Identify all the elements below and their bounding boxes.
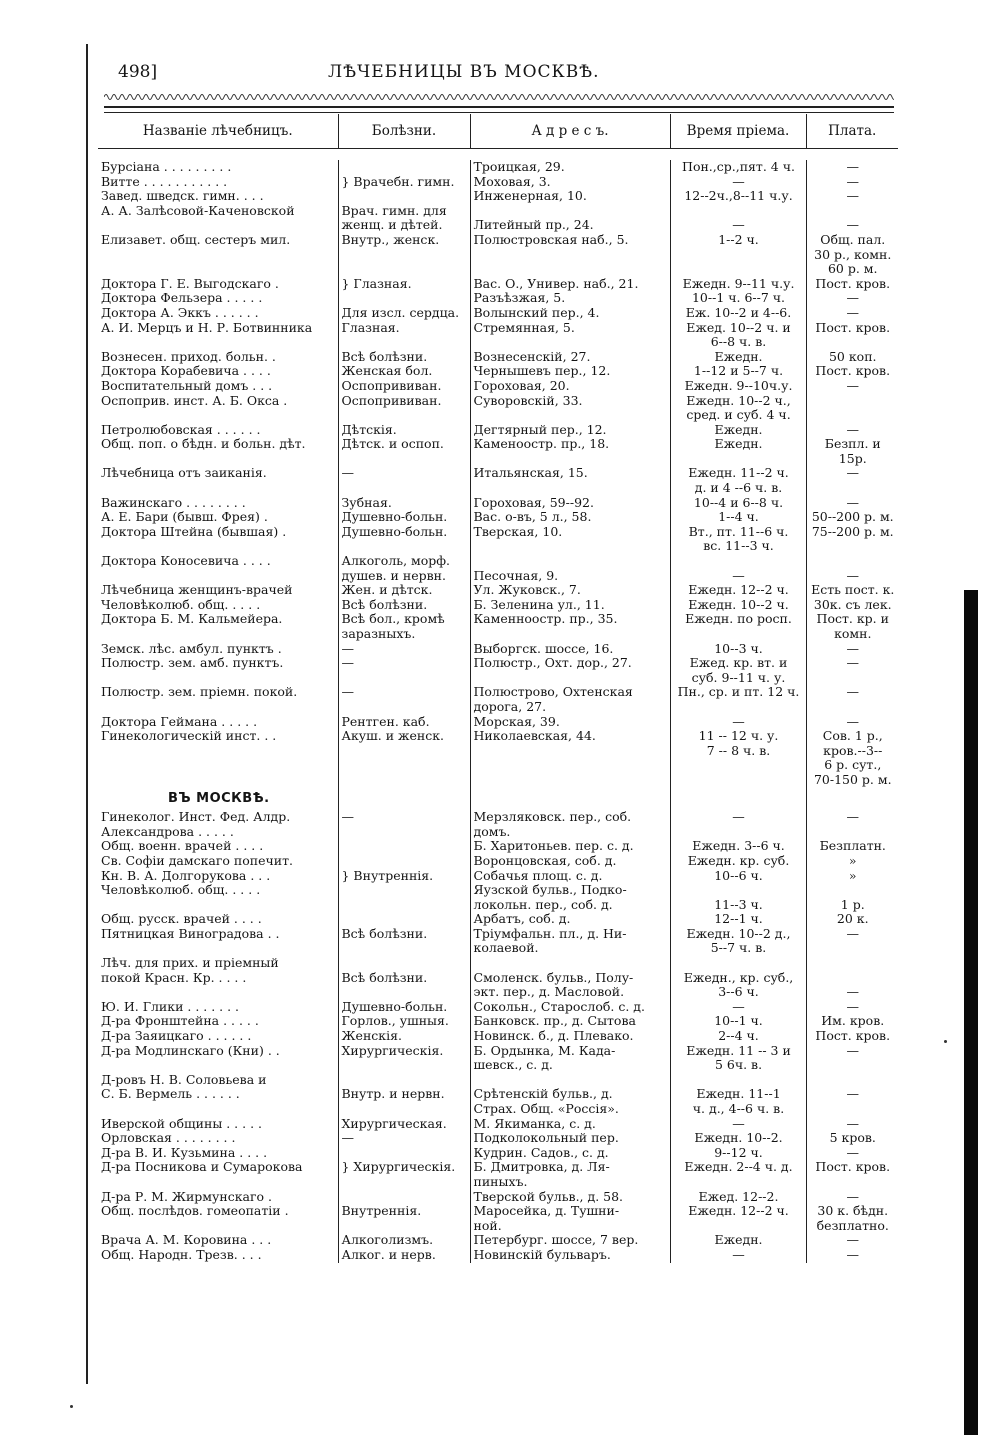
- table-row: [98, 466, 898, 495]
- reception-hours-cell: 9--12 ч. Ежедн. 2--4 ч. д.: [670, 1146, 806, 1190]
- disease-type-cell: Хирургическая.: [338, 1117, 470, 1132]
- reception-hours-cell: —: [670, 715, 806, 730]
- address-cell: Литейный пр., 24.: [470, 204, 670, 233]
- disease-type-cell: Внутреннія.: [338, 1204, 470, 1233]
- disease-type-cell: Горлов., ушныя.: [338, 1014, 470, 1029]
- fee-cell: —: [806, 810, 898, 839]
- empty-cell: [670, 788, 806, 811]
- table-row: [98, 510, 898, 525]
- table-row: [98, 1190, 898, 1205]
- address-cell: Ул. Жуковск., 7.: [470, 583, 670, 598]
- scan-speck: [944, 1040, 947, 1043]
- clinic-name-cell: А. И. Мерцъ и Н. Р. Ботвинника: [101, 320, 313, 335]
- clinic-name-cell: Иверской общины . . . . .: [101, 1116, 262, 1131]
- clinic-name-cell: Гинеколог. Инст. Фед. Алдр. Александрова . . . . .: [101, 810, 291, 839]
- table-row: [98, 306, 898, 321]
- disease-type-cell: Глазная.: [338, 321, 470, 350]
- disease-type-cell: Рентген. каб.: [338, 715, 470, 730]
- clinic-name-cell: Воспитательный домъ . . .: [101, 378, 273, 393]
- fee-cell: —: [806, 554, 898, 583]
- reception-hours-cell: Ежедн.: [670, 1233, 806, 1248]
- address-cell: Новинскій бульваръ.: [470, 1248, 670, 1263]
- fee-cell: 30к. съ лек.: [806, 598, 898, 613]
- reception-hours-cell: Ежедн. 11--1 ч. д., 4--6 ч. в.: [670, 1073, 806, 1117]
- clinic-name-cell: Д-ровъ Н. В. Соловьева и С. Б. Вермель . . . . . .: [101, 1072, 267, 1102]
- address-cell: Выборгск. шоссе, 16.: [470, 642, 670, 657]
- reception-hours-cell: 1--2 ч.: [670, 233, 806, 277]
- fee-cell: Безпл. и 15р.: [806, 437, 898, 466]
- table-row: [98, 394, 898, 423]
- reception-hours-cell: —: [670, 554, 806, 583]
- table-row: [98, 1014, 898, 1029]
- reception-hours-cell: —: [670, 1000, 806, 1015]
- clinic-name-cell: Доктора Б. М. Кальмейера.: [101, 612, 283, 627]
- disease-type-cell: Женскія.: [338, 1029, 470, 1044]
- fee-cell: Пост. кров.: [806, 1029, 898, 1044]
- reception-hours-cell: Ежедн. 11--2 ч. д. и 4 --6 ч. в.: [670, 466, 806, 495]
- empty-cell: [338, 788, 470, 811]
- fee-cell: Сов. 1 р., кров.--3-- 6 р. сут., 70-150 р. м.: [806, 729, 898, 787]
- clinic-name-cell: Общ. военн. врачей . . . . Св. Софіи дамскаго попечит. Кн. В. А. Долгорукова . . . Человѣколюб. общ. . . . . Общ. русск. врачей . . . .: [101, 839, 293, 927]
- address-cell: Банковск. пр., д. Сытова: [470, 1014, 670, 1029]
- clinic-name-cell: Человѣколюб. общ. . . . .: [101, 597, 261, 612]
- column-header-name: Названіе лѣчебницъ.: [98, 114, 338, 149]
- reception-hours-cell: Ежедн. по росп.: [670, 612, 806, 641]
- address-cell: Б. Харитоньев. пер. с. д. Воронцовская, соб. д. Собачья площ. с. д. Яузской бульв., Подко- локольн. пер., соб. д. Арбатъ, соб. д.: [470, 839, 670, 927]
- disease-type-cell: Оспопрививан.: [338, 379, 470, 394]
- clinic-name-cell: Лѣчебница отъ заиканія.: [101, 466, 267, 481]
- disease-type-cell: Дѣтск. и оспоп.: [338, 437, 470, 466]
- header-double-rule: [104, 106, 894, 113]
- fee-cell: —: [806, 1248, 898, 1263]
- running-header: [118, 62, 888, 88]
- fee-cell: —: [806, 956, 898, 1000]
- disease-type-cell: } Врачебн. гимн.: [338, 160, 470, 204]
- clinic-name-cell: Лѣч. для прих. и пріемный покой Красн. Кр. . . . .: [101, 956, 279, 985]
- fee-cell: Общ. пал. 30 р., комн. 60 р. м.: [806, 233, 898, 277]
- table-row: [98, 160, 898, 204]
- fee-cell: Пост. кров.: [806, 364, 898, 379]
- fee-cell: 50--200 р. м.: [806, 510, 898, 525]
- disease-type-cell: Для изсл. сердца.: [338, 306, 470, 321]
- clinic-name-cell: Доктора Штейна (бывшая) .: [101, 524, 287, 539]
- disease-type-cell: } Внутреннія.: [338, 839, 470, 927]
- address-cell: Морская, 39.: [470, 715, 670, 730]
- table-row: [98, 350, 898, 365]
- table-row: [98, 715, 898, 730]
- fee-cell: —: [806, 1117, 898, 1132]
- reception-hours-cell: 2--4 ч.: [670, 1029, 806, 1044]
- reception-hours-cell: Ежед. кр. вт. и суб. 9--11 ч. у.: [670, 656, 806, 685]
- disease-type-cell: Душевно-больн.: [338, 1000, 470, 1015]
- fee-cell: Пост. кров.: [806, 321, 898, 350]
- reception-hours-cell: Вт., пт. 11--6 ч. вс. 11--3 ч.: [670, 525, 806, 554]
- fee-cell: —: [806, 715, 898, 730]
- address-cell: Смоленск. бульв., Полу- экт. пер., д. Масловой.: [470, 956, 670, 1000]
- clinic-name-cell: Полюстр. зем. пріемн. покой.: [101, 685, 298, 700]
- fee-cell: — — —: [806, 160, 898, 204]
- clinic-name-cell: Д-ра Заяицкаго . . . . . .: [101, 1029, 252, 1044]
- disease-type-cell: Внутр. и нервн.: [338, 1073, 470, 1117]
- clinic-name-cell: Пятницкая Виноградова . .: [101, 926, 280, 941]
- clinic-name-cell: Бурсіана . . . . . . . . . Витте . . . . . . . . . . . Завед. шведск. гимн. . . .: [101, 160, 264, 204]
- clinic-name-cell: Д-ра Модлинскаго (Кни) . .: [101, 1043, 280, 1058]
- reception-hours-cell: Пон.,ср.,пят. 4 ч. — 12--2ч.,8--11 ч.у.: [670, 160, 806, 204]
- address-cell: Тверская, 10.: [470, 525, 670, 554]
- address-cell: Новинск. б., д. Плевако.: [470, 1029, 670, 1044]
- fee-cell: —: [806, 685, 898, 714]
- disease-type-cell: } Глазная.: [338, 277, 470, 306]
- table-row: [98, 1248, 898, 1263]
- table-row: [98, 1204, 898, 1233]
- table-row: [98, 1117, 898, 1132]
- reception-hours-cell: —: [670, 1248, 806, 1263]
- table-row: [98, 554, 898, 583]
- address-cell: Гороховая, 59--92.: [470, 496, 670, 511]
- disease-type-cell: Всѣ болѣзни.: [338, 927, 470, 956]
- disease-type-cell: Внутр., женск.: [338, 233, 470, 277]
- fee-cell: — Пост. кров.: [806, 1146, 898, 1190]
- address-cell: Вознесенскій, 27.: [470, 350, 670, 365]
- fee-cell: [806, 394, 898, 423]
- table-row: [98, 656, 898, 685]
- section-heading-row: [98, 788, 898, 811]
- reception-hours-cell: Ежедн. 3--6 ч. Ежедн. кр. суб. 10--6 ч. 11--3 ч. 12--1 ч.: [670, 839, 806, 927]
- address-cell: Б. Зеленина ул., 11.: [470, 598, 670, 613]
- reception-hours-cell: Ежедн. 12--2 ч.: [670, 1204, 806, 1233]
- column-header-hours: Время пріема.: [670, 114, 806, 149]
- reception-hours-cell: 1--12 и 5--7 ч.: [670, 364, 806, 379]
- reception-hours-cell: 11 -- 12 ч. у. 7 -- 8 ч. в.: [670, 729, 806, 787]
- column-header-row: [98, 114, 898, 149]
- disease-type-cell: [338, 1190, 470, 1205]
- address-cell: Тріумфальн. пл., д. Ни- колаевой.: [470, 927, 670, 956]
- table-row: [98, 364, 898, 379]
- address-cell: Стремянная, 5.: [470, 321, 670, 350]
- reception-hours-cell: Ежедн. 9--10ч.у.: [670, 379, 806, 394]
- clinic-name-cell: Земск. лѣс. амбул. пунктъ .: [101, 641, 282, 656]
- table-row: [98, 496, 898, 511]
- reception-hours-cell: Ежедн. 12--2 ч.: [670, 583, 806, 598]
- reception-hours-cell: Ежед. 12--2.: [670, 1190, 806, 1205]
- reception-hours-cell: 10--1 ч.: [670, 1014, 806, 1029]
- fee-cell: 30 к. бѣдн. безплатно.: [806, 1204, 898, 1233]
- fee-cell: Пост. кров. —: [806, 277, 898, 306]
- fee-cell: —: [806, 466, 898, 495]
- disease-type-cell: Алког. и нерв.: [338, 1248, 470, 1263]
- table-row: [98, 729, 898, 787]
- clinic-name-cell: Д-ра В. И. Кузьмина . . . . Д-ра Посникова и Сумарокова: [101, 1145, 303, 1175]
- fee-cell: —: [806, 927, 898, 956]
- table-row: [98, 204, 898, 233]
- table-row: [98, 583, 898, 598]
- reception-hours-cell: —: [670, 810, 806, 839]
- table-row: [98, 642, 898, 657]
- address-cell: Сокольн., Старослоб. с. д.: [470, 1000, 670, 1015]
- clinic-name-cell: Д-ра Фронштейна . . . . .: [101, 1014, 259, 1029]
- disease-type-cell: Алкоголизмъ.: [338, 1233, 470, 1248]
- reception-hours-cell: Ежедн. 11 -- 3 и 5 6ч. в.: [670, 1044, 806, 1073]
- table-row: [98, 1146, 898, 1190]
- reception-hours-cell: Ежедн. 10--2 ч., сред. и суб. 4 ч.: [670, 394, 806, 423]
- column-header-address: А д р е с ъ.: [470, 114, 670, 149]
- disease-type-cell: —: [338, 810, 470, 839]
- clinic-name-cell: Елизавет. общ. сестеръ мил.: [101, 232, 291, 247]
- clinic-name-cell: Общ. послѣдов. гомеопатіи .: [101, 1204, 289, 1219]
- address-cell: Гороховая, 20.: [470, 379, 670, 394]
- clinic-table: [98, 160, 898, 1263]
- address-cell: Тверской бульв., д. 58.: [470, 1190, 670, 1205]
- disease-type-cell: —: [338, 642, 470, 657]
- fee-cell: —: [806, 1073, 898, 1117]
- clinic-name-cell: Общ. Народн. Трезв. . . .: [101, 1247, 262, 1262]
- fee-cell: —: [806, 1044, 898, 1073]
- reception-hours-cell: Еж. 10--2 и 4--6.: [670, 306, 806, 321]
- table-row: [98, 423, 898, 438]
- table-row: [98, 525, 898, 554]
- clinic-name-cell: Доктора А. Эккъ . . . . . .: [101, 305, 259, 320]
- address-cell: Вас. О., Универ. наб., 21. Разъѣзжая, 5.: [470, 277, 670, 306]
- address-cell: Николаевская, 44.: [470, 729, 670, 787]
- clinic-name-cell: Д-ра Р. М. Жирмунскаго .: [101, 1189, 272, 1204]
- page-number: 498]: [118, 62, 158, 82]
- disease-type-cell: Всѣ болѣзни.: [338, 598, 470, 613]
- disease-type-cell: Всѣ болѣзни.: [338, 956, 470, 1000]
- ornamental-wavy-rule: [104, 92, 894, 102]
- disease-type-cell: Душевно-больн.: [338, 510, 470, 525]
- table-row: [98, 277, 898, 306]
- column-header-disease: Болѣзни.: [338, 114, 470, 149]
- table-row: [98, 1131, 898, 1146]
- fee-cell: Им. кров.: [806, 1014, 898, 1029]
- table-row: [98, 1233, 898, 1248]
- table-row: [98, 1044, 898, 1073]
- clinic-name-cell: Доктора Корабевича . . . .: [101, 364, 271, 379]
- fee-cell: —: [806, 204, 898, 233]
- fee-cell: —: [806, 1000, 898, 1015]
- reception-hours-cell: Ежедн. 10--2.: [670, 1131, 806, 1146]
- disease-type-cell: Алкоголь, морф. душев. и нервн.: [338, 554, 470, 583]
- clinic-name-cell: Петролюбовская . . . . . .: [101, 422, 261, 437]
- clinic-name-cell: Общ. поп. о бѣдн. и больн. дѣт.: [101, 437, 306, 452]
- disease-type-cell: —: [338, 466, 470, 495]
- table-row: [98, 956, 898, 1000]
- fee-cell: —: [806, 1233, 898, 1248]
- disease-type-cell: —: [338, 685, 470, 714]
- reception-hours-cell: Ежедн.: [670, 423, 806, 438]
- fee-cell: 75--200 р. м.: [806, 525, 898, 554]
- scan-edge-shadow: [964, 590, 978, 1435]
- reception-hours-cell: Ежедн. 10--2 ч.: [670, 598, 806, 613]
- address-cell: Дегтярный пер., 12.: [470, 423, 670, 438]
- book-page: [86, 44, 898, 1384]
- fee-cell: Есть пост. к.: [806, 583, 898, 598]
- address-cell: Б. Ордынка, М. Када- шевск., с. д.: [470, 1044, 670, 1073]
- clinic-name-cell: Лѣчебница женщинъ-врачей: [101, 583, 293, 598]
- disease-type-cell: Врач. гимн. для женщ. и дѣтей.: [338, 204, 470, 233]
- disease-type-cell: —: [338, 656, 470, 685]
- table-row: [98, 810, 898, 839]
- section-heading-moscow: ВЪ МОСКВѢ.: [168, 790, 270, 806]
- table-row: [98, 927, 898, 956]
- fee-cell: Безплатн. » » 1 р. 20 к.: [806, 839, 898, 927]
- clinic-name-cell: Врача А. М. Коровина . . .: [101, 1233, 272, 1248]
- disease-type-cell: Дѣтскія.: [338, 423, 470, 438]
- clinic-name-cell: Оспоприв. инст. А. Б. Окса .: [101, 393, 288, 408]
- table-row: [98, 1029, 898, 1044]
- table-row: [98, 321, 898, 350]
- table-row: [98, 598, 898, 613]
- address-cell: Подколокольный пер.: [470, 1131, 670, 1146]
- clinic-name-cell: Доктора Коносевича . . . .: [101, 554, 271, 569]
- address-cell: Каменноостр. пр., 35.: [470, 612, 670, 641]
- address-cell: Мерзляковск. пер., соб. домъ.: [470, 810, 670, 839]
- fee-cell: —: [806, 306, 898, 321]
- reception-hours-cell: 10--3 ч.: [670, 642, 806, 657]
- address-cell: Суворовскій, 33.: [470, 394, 670, 423]
- address-cell: Волынский пер., 4.: [470, 306, 670, 321]
- address-cell: Полюстровская наб., 5.: [470, 233, 670, 277]
- fee-cell: —: [806, 379, 898, 394]
- fee-cell: —: [806, 656, 898, 685]
- address-cell: Троицкая, 29. Моховая, 3. Инженерная, 10.: [470, 160, 670, 204]
- table-row: [98, 612, 898, 641]
- column-header-fee: Плата.: [806, 114, 898, 149]
- table-row: [98, 1073, 898, 1117]
- reception-hours-cell: Ежед. 10--2 ч. и 6--8 ч. в.: [670, 321, 806, 350]
- address-cell: Полюстр., Охт. дор., 27.: [470, 656, 670, 685]
- clinic-name-cell: Гинекологическій инст. . .: [101, 729, 277, 744]
- fee-cell: —: [806, 496, 898, 511]
- table-row: [98, 839, 898, 927]
- address-cell: Полюстрово, Охтенская дорога, 27.: [470, 685, 670, 714]
- reception-hours-cell: Ежедн.: [670, 350, 806, 365]
- address-cell: Каменоостр. пр., 18.: [470, 437, 670, 466]
- disease-type-cell: Женская бол.: [338, 364, 470, 379]
- address-cell: Вас. о-въ, 5 л., 58.: [470, 510, 670, 525]
- empty-cell: [806, 788, 898, 811]
- clinic-name-cell: Доктора Геймана . . . . .: [101, 714, 258, 729]
- disease-type-cell: Всѣ болѣзни.: [338, 350, 470, 365]
- reception-hours-cell: —: [670, 204, 806, 233]
- disease-type-cell: Душевно-больн.: [338, 525, 470, 554]
- address-cell: Чернышевъ пер., 12.: [470, 364, 670, 379]
- address-cell: Петербург. шоссе, 7 вер.: [470, 1233, 670, 1248]
- fee-cell: —: [806, 1190, 898, 1205]
- reception-hours-cell: 1--4 ч.: [670, 510, 806, 525]
- clinic-name-cell: Важинскаго . . . . . . . .: [101, 495, 246, 510]
- fee-cell: 5 кров.: [806, 1131, 898, 1146]
- scan-speck: [70, 1405, 73, 1408]
- clinic-name-cell: А. А. Залѣсовой-Каченовской: [101, 203, 295, 218]
- clinic-name-cell: Ю. И. Глики . . . . . . .: [101, 999, 240, 1014]
- table-row: [98, 437, 898, 466]
- disease-type-cell: Жен. и дѣтск.: [338, 583, 470, 598]
- table-row: [98, 233, 898, 277]
- clinic-name-cell: Орловская . . . . . . . .: [101, 1131, 236, 1146]
- reception-hours-cell: 10--4 и 6--8 ч.: [670, 496, 806, 511]
- empty-cell: [470, 788, 670, 811]
- clinic-name-cell: А. Е. Бари (бывш. Фрея) .: [101, 510, 268, 525]
- reception-hours-cell: Ежедн. 10--2 д., 5--7 ч. в.: [670, 927, 806, 956]
- reception-hours-cell: Ежедн., кр. суб., 3--6 ч.: [670, 956, 806, 1000]
- address-cell: Срѣтенскій бульв., д. Страх. Общ. «Россія».: [470, 1073, 670, 1117]
- reception-hours-cell: Пн., ср. и пт. 12 ч.: [670, 685, 806, 714]
- disease-type-cell: Хирургическія.: [338, 1044, 470, 1073]
- clinic-name-cell: Вознесен. приход. больн. .: [101, 349, 276, 364]
- fee-cell: —: [806, 423, 898, 438]
- address-cell: Кудрин. Садов., с. д. Б. Дмитровка, д. Ля- пиныхъ.: [470, 1146, 670, 1190]
- clinic-name-cell: Доктора Г. Е. Выгодскаго . Доктора Фельзера . . . . .: [101, 276, 279, 306]
- address-cell: М. Якиманка, с. д.: [470, 1117, 670, 1132]
- reception-hours-cell: Ежедн.: [670, 437, 806, 466]
- fee-cell: —: [806, 642, 898, 657]
- address-cell: Песочная, 9.: [470, 554, 670, 583]
- table-row: [98, 1000, 898, 1015]
- running-title: ЛѢЧЕБНИЦЫ ВЪ МОСКВѢ.: [328, 62, 600, 82]
- disease-type-cell: } Хирургическія.: [338, 1146, 470, 1190]
- disease-type-cell: Всѣ бол., кромѣ заразныхъ.: [338, 612, 470, 641]
- address-cell: Итальянская, 15.: [470, 466, 670, 495]
- disease-type-cell: Зубная.: [338, 496, 470, 511]
- table-row: [98, 379, 898, 394]
- fee-cell: 50 коп.: [806, 350, 898, 365]
- disease-type-cell: Оспопрививан.: [338, 394, 470, 423]
- disease-type-cell: —: [338, 1131, 470, 1146]
- reception-hours-cell: —: [670, 1117, 806, 1132]
- fee-cell: Пост. кр. и комн.: [806, 612, 898, 641]
- table-row: [98, 685, 898, 714]
- reception-hours-cell: Ежедн. 9--11 ч.у. 10--1 ч. 6--7 ч.: [670, 277, 806, 306]
- clinic-name-cell: Полюстр. зем. амб. пунктъ.: [101, 656, 284, 671]
- disease-type-cell: Акуш. и женск.: [338, 729, 470, 787]
- address-cell: Маросейка, д. Тушни- ной.: [470, 1204, 670, 1233]
